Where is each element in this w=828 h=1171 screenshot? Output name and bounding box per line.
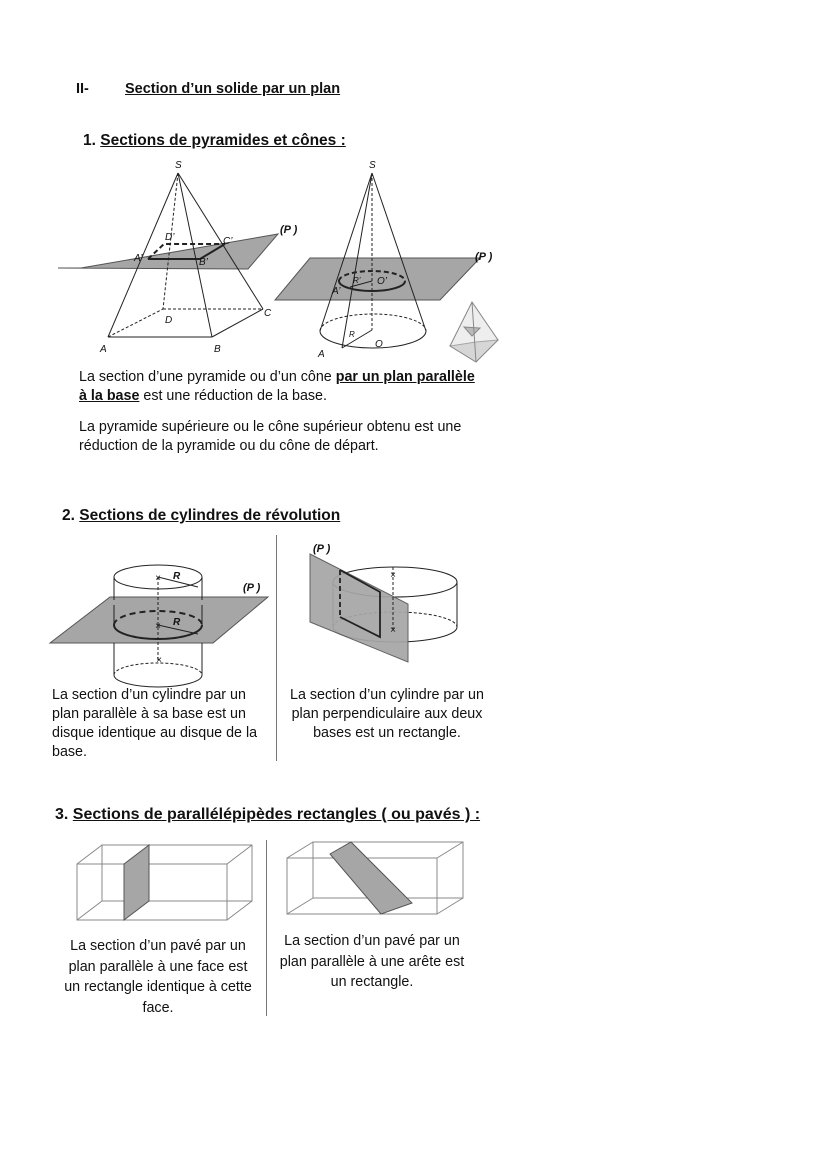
cylinder-perpendicular-figure (305, 542, 465, 677)
bold-text: par un plan parallèle (335, 369, 475, 385)
label-r: R (349, 330, 355, 339)
text-line: base. (52, 744, 87, 760)
svg-text:×: × (156, 655, 162, 666)
svg-text:×: × (155, 621, 161, 632)
part3-number: 3. (55, 806, 69, 823)
label-r-prime: R’ (353, 276, 361, 285)
part2-left-text (52, 686, 272, 762)
small-pyramid-icon (446, 300, 502, 366)
section-number: II- (76, 81, 89, 97)
label-c-prime: C’ (223, 236, 233, 247)
label-a: A (100, 344, 107, 355)
label-a: A (318, 349, 325, 360)
label-plane: (P ) (280, 224, 298, 236)
label-plane: (P ) (313, 543, 331, 555)
part2-number: 2. (62, 507, 75, 524)
text-line: La pyramide supérieure ou le cône supérieur obtenu est une (79, 419, 462, 435)
part3-title: Sections de parallélépipèdes rectangles ( ou pavés ) : (72, 806, 481, 823)
text: La section d’une pyramide ou d’un cône (79, 369, 336, 385)
text-line: La section d’un pavé par un (70, 938, 246, 954)
text-line: La section d’un cylindre par un (290, 687, 484, 703)
label-plane: (P ) (243, 582, 261, 594)
text-line: plan parallèle à sa base est un (52, 706, 246, 722)
part2-right-text (277, 686, 497, 743)
part2-heading (62, 507, 340, 525)
text: est une réduction de la base. (139, 388, 327, 404)
text-line: La section d’un cylindre par un (52, 687, 246, 703)
svg-text:×: × (390, 570, 396, 581)
part1-heading (83, 132, 346, 150)
label-s: S (175, 160, 182, 171)
text-line: bases est un rectangle. (313, 725, 461, 741)
label-d-prime: D’ (165, 232, 175, 243)
label-o: O (375, 339, 383, 350)
text-line: La section d’un pavé par un (284, 933, 460, 949)
box-parallel-face-figure (72, 842, 262, 924)
box-parallel-edge-figure (283, 840, 468, 920)
text-line: plan parallèle à une arête est (279, 953, 465, 970)
label-d: D (165, 315, 173, 326)
text-line: face. (142, 999, 174, 1016)
label-a-prime: A’ (332, 286, 341, 297)
text-line: un rectangle. (330, 974, 414, 990)
cylinder-parallel-figure (48, 555, 273, 685)
part1-paragraph2 (79, 418, 509, 456)
svg-text:×: × (155, 573, 161, 584)
bold-text: à la base (79, 388, 140, 404)
part3-left-text (48, 936, 268, 1018)
label-o-prime: O’ (377, 276, 387, 287)
part1-number: 1. (83, 132, 96, 149)
label-plane: (P ) (475, 251, 493, 263)
part3-heading (55, 806, 480, 824)
part2-title: Sections de cylindres de révolution (79, 507, 341, 524)
text-line: plan parallèle à une face est (68, 958, 248, 975)
label-b-prime: B’ (199, 257, 208, 268)
label-r: R (173, 571, 181, 582)
part3-right-text (262, 931, 482, 993)
label-b: B (214, 344, 221, 355)
svg-text:×: × (390, 625, 396, 636)
label-r: R (173, 617, 181, 628)
text-line: un rectangle identique à cette (64, 979, 252, 995)
label-s: S (369, 160, 376, 171)
text-line: réduction de la pyramide ou du cône de départ. (79, 438, 379, 454)
section-title: Section d’un solide par un plan (125, 81, 341, 97)
part1-title: Sections de pyramides et cônes : (100, 132, 346, 149)
part1-paragraph1 (79, 368, 509, 406)
text-line: plan perpendiculaire aux deux (291, 706, 483, 722)
label-a-prime: A’ (134, 253, 143, 264)
text-line: disque identique au disque de la (52, 725, 258, 741)
label-c: C (264, 308, 272, 319)
